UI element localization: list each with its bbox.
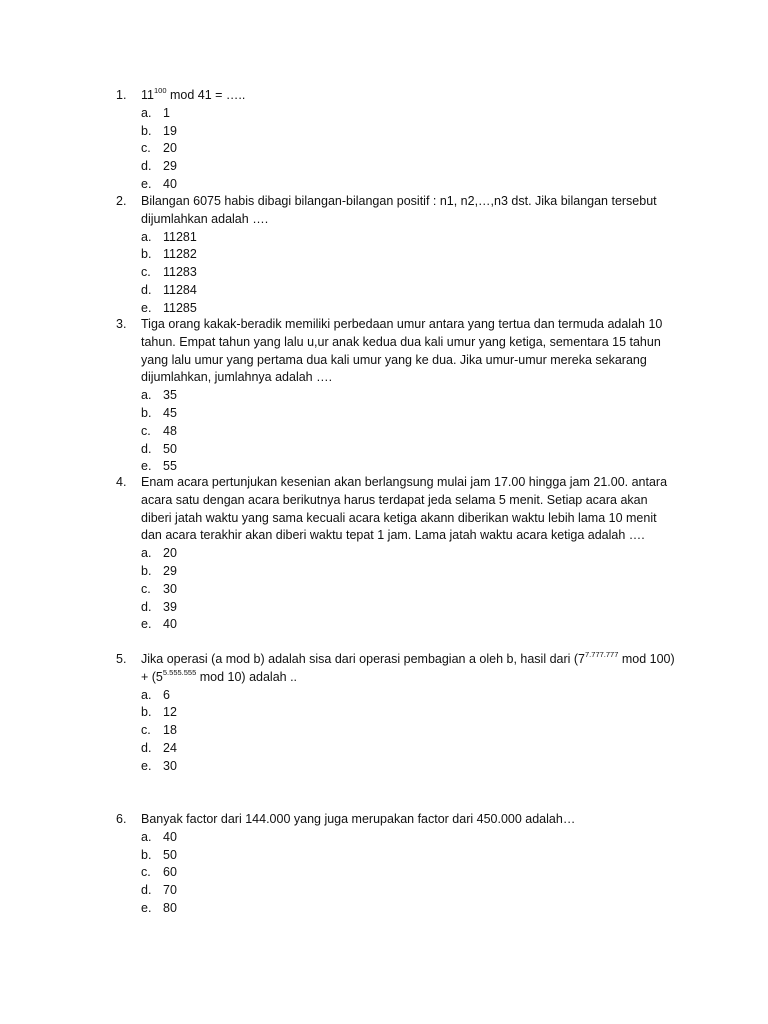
option-letter: d.: [141, 441, 152, 456]
option-letter: b.: [141, 847, 152, 862]
question-number: 2.: [116, 194, 127, 208]
question-text: [141, 651, 676, 687]
option-b: [116, 405, 676, 423]
question-number: 3.: [116, 317, 127, 331]
option-value: 11282: [163, 247, 197, 262]
option-value: 30: [163, 581, 177, 596]
option-letter: b.: [141, 405, 152, 420]
option-letter: e.: [141, 617, 152, 632]
option-value: 12: [163, 705, 177, 720]
option-value: 20: [163, 141, 177, 156]
question-3: [116, 316, 676, 476]
option-b: [116, 563, 676, 581]
option-value: 11283: [163, 265, 197, 280]
option-letter: b.: [141, 705, 152, 720]
option-letter: e.: [141, 900, 152, 915]
option-value: 39: [163, 599, 177, 614]
option-c: [116, 264, 676, 282]
options-list: [116, 687, 676, 776]
superscript-exponent: 100: [153, 85, 167, 95]
option-letter: e.: [141, 176, 152, 191]
question-text-part: Tiga orang kakak-beradik memiliki perbedaan umur antara yang tertua dan termuda adalah 10 tahun. Empat tahun yang lalu u,ur anak kedua dua kali umur yang ketiga, sementara 15 tahun yang lalu umur yang pertama dua kali umur yang ke dua. Jika umur-umur mereka sekarang dijumlahkan, jumlahnya adalah ….: [141, 317, 663, 385]
option-value: 55: [163, 459, 177, 474]
option-e: [116, 900, 676, 918]
option-value: 40: [163, 617, 177, 632]
question-text-part: Jika operasi (a mod b) adalah sisa dari operasi pembagian a oleh b, hasil dari (7: [141, 652, 586, 666]
option-letter: d.: [141, 740, 152, 755]
question-4: [116, 474, 676, 634]
question-text-part: 11: [141, 88, 154, 102]
option-letter: d.: [141, 159, 152, 174]
question-5: [116, 651, 676, 776]
option-c: [116, 581, 676, 599]
option-a: [116, 687, 676, 705]
option-a: [116, 387, 676, 405]
option-letter: b.: [141, 563, 152, 578]
option-value: 24: [163, 740, 177, 755]
option-letter: c.: [141, 865, 151, 880]
question-6: [116, 811, 676, 918]
option-letter: a.: [141, 546, 152, 561]
option-value: 30: [163, 758, 177, 773]
option-a: [116, 229, 676, 247]
question-number: 1.: [116, 88, 127, 102]
option-letter: c.: [141, 265, 151, 280]
question-text-part: Bilangan 6075 habis dibagi bilangan-bilangan positif : n1, n2,…,n3 dst. Jika bilangan tersebut dijumlahkan adalah ….: [141, 194, 657, 226]
question-text: [141, 87, 676, 105]
option-letter: e.: [141, 300, 152, 315]
question-text-part: mod 41 = …..: [166, 88, 246, 102]
option-d: [116, 441, 676, 459]
option-b: [116, 847, 676, 865]
option-value: 6: [163, 687, 170, 702]
option-letter: d.: [141, 599, 152, 614]
question-1: [116, 87, 676, 194]
option-letter: a.: [141, 229, 152, 244]
option-letter: a.: [141, 829, 152, 844]
question-text: [141, 193, 676, 229]
option-value: 60: [163, 865, 177, 880]
question-text: [141, 474, 676, 545]
question-text-part: Enam acara pertunjukan kesenian akan berlangsung mulai jam 17.00 hingga jam 21.00. antara acara satu dengan acara berikutnya harus terdapat jeda selama 5 menit. Setiap acara akan diberi jatah waktu yang sama kecuali acara ketiga akann diberikan waktu lebih lama 10 menit dan acara terakhir akan diberi waktu tepat 1 jam. Lama jatah waktu acara ketiga adalah ….: [141, 475, 668, 543]
option-value: 1: [163, 105, 170, 120]
option-a: [116, 105, 676, 123]
option-letter: c.: [141, 141, 151, 156]
question-text-part: mod 100) + (5: [141, 652, 675, 684]
option-d: [116, 599, 676, 617]
option-d: [116, 740, 676, 758]
option-c: [116, 864, 676, 882]
options-list: [116, 387, 676, 476]
question-text-part: mod 10) adalah ..: [196, 669, 298, 684]
question-number: 6.: [116, 812, 127, 826]
option-value: 70: [163, 883, 177, 898]
option-a: [116, 829, 676, 847]
option-value: 11284: [163, 282, 197, 297]
option-value: 50: [163, 441, 177, 456]
option-letter: e.: [141, 758, 152, 773]
question-text: [141, 811, 676, 829]
option-value: 11281: [163, 229, 197, 244]
option-b: [116, 704, 676, 722]
question-2: [116, 193, 676, 318]
superscript-exponent: 7.777.777: [585, 649, 619, 659]
option-e: [116, 300, 676, 318]
options-list: [116, 545, 676, 634]
option-value: 48: [163, 423, 177, 438]
question-number: 5.: [116, 652, 127, 666]
option-e: [116, 176, 676, 194]
option-d: [116, 282, 676, 300]
options-list: [116, 829, 676, 918]
option-value: 80: [163, 900, 177, 915]
superscript-exponent: 5.555.555: [162, 667, 197, 677]
option-letter: c.: [141, 581, 151, 596]
option-letter: d.: [141, 883, 152, 898]
option-e: [116, 616, 676, 634]
option-value: 29: [163, 159, 177, 174]
option-letter: c.: [141, 723, 151, 738]
option-a: [116, 545, 676, 563]
option-letter: a.: [141, 388, 152, 403]
option-value: 19: [163, 123, 177, 138]
option-value: 50: [163, 847, 177, 862]
question-text: [141, 316, 676, 387]
option-value: 18: [163, 723, 177, 738]
option-e: [116, 758, 676, 776]
option-letter: a.: [141, 105, 152, 120]
options-list: [116, 229, 676, 318]
option-value: 40: [163, 829, 177, 844]
option-d: [116, 882, 676, 900]
option-letter: a.: [141, 687, 152, 702]
option-c: [116, 722, 676, 740]
option-letter: c.: [141, 423, 151, 438]
options-list: [116, 105, 676, 194]
option-letter: d.: [141, 282, 152, 297]
option-value: 35: [163, 388, 177, 403]
question-number: 4.: [116, 475, 127, 489]
option-d: [116, 158, 676, 176]
question-text-part: Banyak factor dari 144.000 yang juga merupakan factor dari 450.000 adalah…: [141, 812, 576, 826]
option-b: [116, 123, 676, 141]
option-b: [116, 246, 676, 264]
option-value: 45: [163, 405, 177, 420]
option-letter: e.: [141, 459, 152, 474]
option-letter: b.: [141, 247, 152, 262]
option-value: 11285: [163, 300, 197, 315]
option-c: [116, 140, 676, 158]
option-letter: b.: [141, 123, 152, 138]
option-value: 40: [163, 176, 177, 191]
option-c: [116, 423, 676, 441]
option-value: 20: [163, 546, 177, 561]
option-value: 29: [163, 563, 177, 578]
